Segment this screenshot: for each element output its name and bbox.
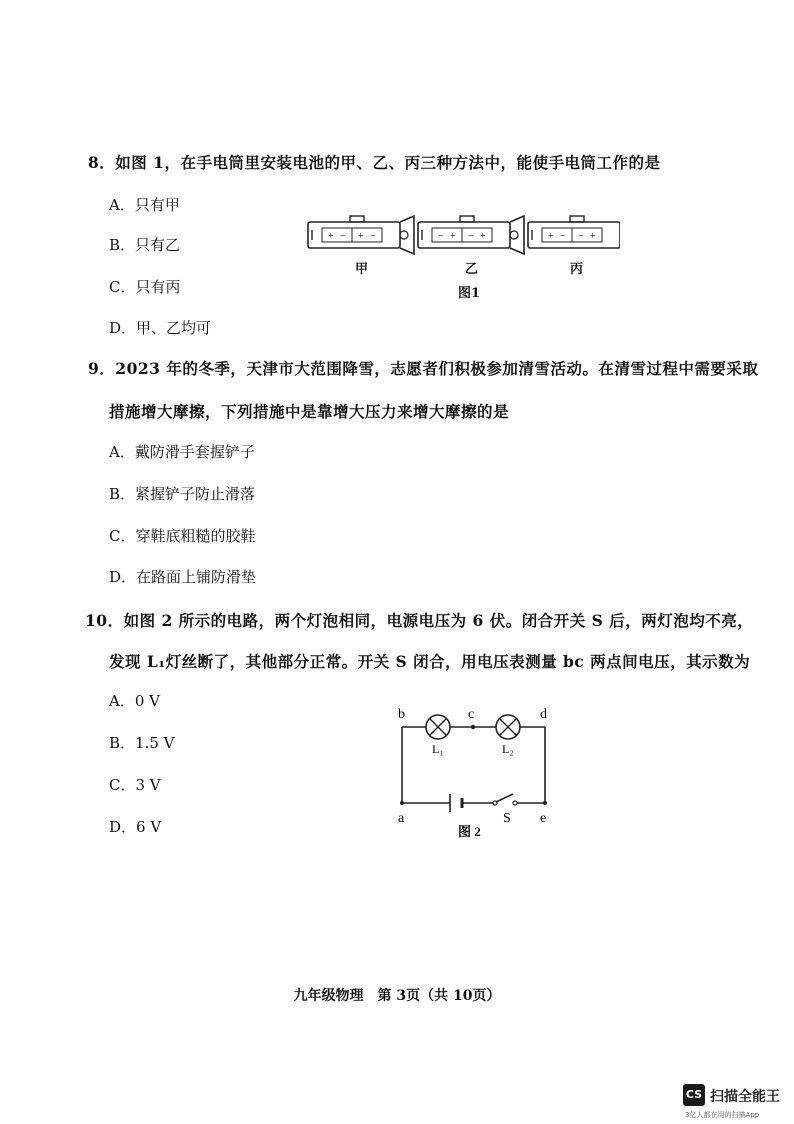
point-b-label: b [398, 707, 405, 722]
q10-option-d: D．6 V [109, 818, 162, 836]
switch-s-label: S [503, 811, 511, 826]
figure-2-circuit [390, 700, 560, 845]
question-10-stem-line2: 发现 L₁灯丝断了，其他部分正常。开关 S 闭合，用电压表测量 bc 两点间电压，其示数为 [109, 652, 751, 671]
lamp-l2-symbol [496, 715, 520, 739]
scanner-watermark [683, 1084, 793, 1120]
svg-text:+: + [480, 231, 486, 242]
q10-option-b: B．1.5 V [109, 734, 175, 752]
question-9-stem-line1: 9．2023 年的冬季，天津市大范围降雪，志愿者们积极参加清雪活动。在清雪过程中需要采取 [88, 359, 759, 378]
svg-text:+: + [328, 231, 334, 242]
svg-text:−: − [578, 231, 584, 242]
point-e-label: e [540, 811, 547, 826]
camscanner-logo-icon: CS [683, 1084, 705, 1106]
junction-c-dot [471, 725, 475, 729]
svg-text:+: + [590, 231, 596, 242]
q9-option-c: C．穿鞋底粗糙的胶鞋 [109, 527, 256, 545]
battery-symbol [450, 794, 462, 812]
lamp-l1-label: L₁ [432, 742, 444, 756]
q8-option-c: C．只有丙 [109, 278, 181, 296]
svg-text:+: + [548, 231, 554, 242]
question-9-stem-line2: 措施增大摩擦，下列措施中是靠增大压力来增大摩擦的是 [109, 402, 510, 421]
q9-option-b: B．紧握铲子防止滑落 [109, 485, 256, 503]
figure-1-caption: 图1 [458, 286, 481, 301]
flashlight-bing [528, 216, 620, 254]
svg-text:−: − [370, 231, 376, 242]
svg-text:−: − [340, 231, 346, 242]
camscanner-name: 扫描全能王 [710, 1089, 780, 1105]
svg-text:−: − [468, 231, 474, 242]
question-10-stem-line1: 10．如图 2 所示的电路，两个灯泡相同，电源电压为 6 伏。闭合开关 S 后，两灯泡均不亮， [85, 611, 754, 630]
q8-option-a: A．只有甲 [109, 196, 180, 214]
svg-text:+: + [358, 231, 364, 242]
switch-symbol [493, 794, 517, 805]
q9-option-d: D．在路面上铺防滑垫 [109, 568, 257, 586]
figure-1-label-yi: 乙 [465, 262, 479, 277]
question-8-stem: 8．如图 1，在手电筒里安装电池的甲、乙、丙三种方法中，能使手电筒工作的是 [88, 153, 661, 172]
figure-1-label-bing: 丙 [570, 262, 584, 277]
flashlight-yi [418, 216, 524, 254]
figure-2-caption: 图 2 [458, 824, 481, 839]
lamp-l1-symbol [426, 715, 450, 739]
q8-option-d: D．甲、乙均可 [109, 319, 212, 337]
page-footer: 九年级物理 第 3页（共 10页） [293, 988, 501, 1004]
svg-text:+: + [450, 231, 456, 242]
q8-option-b: B．只有乙 [109, 236, 181, 254]
svg-text:−: − [438, 231, 444, 242]
point-a-label: a [398, 811, 405, 826]
figure-1-label-jia: 甲 [355, 262, 369, 277]
q9-option-a: A．戴防滑手套握铲子 [109, 443, 255, 461]
q10-option-c: C．3 V [109, 776, 161, 794]
svg-text:−: − [560, 231, 566, 242]
camscanner-tagline: 3亿人都在用的扫描App [685, 1111, 760, 1119]
q10-option-a: A．0 V [109, 692, 160, 710]
flashlight-jia [308, 216, 414, 254]
lamp-l2-label: L₂ [502, 742, 514, 756]
point-d-label: d [540, 707, 547, 722]
point-c-label: c [468, 707, 475, 722]
